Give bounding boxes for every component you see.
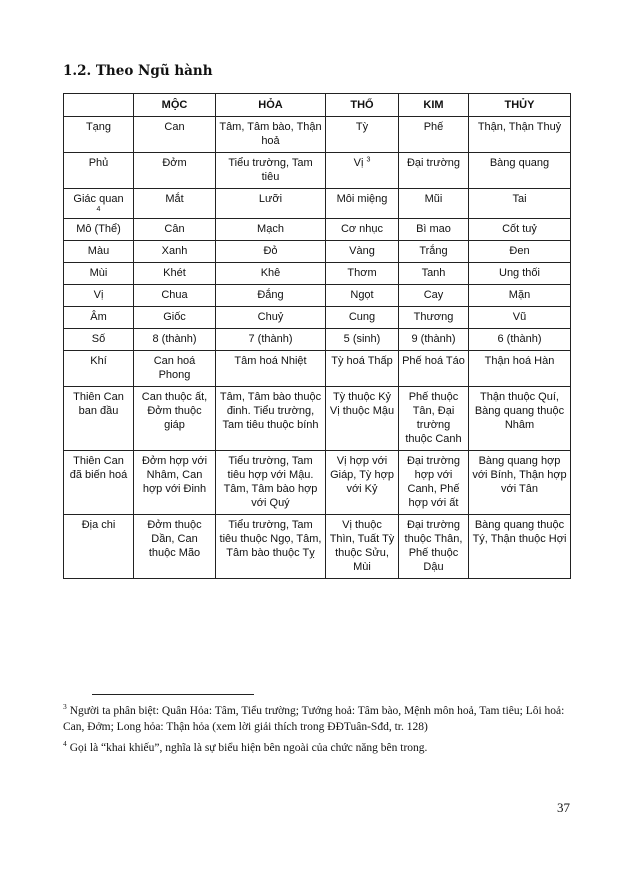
table-cell (326, 117, 399, 153)
cell-text: 5 (sinh) (343, 333, 381, 345)
cell-text: 6 (thành) (497, 333, 542, 345)
cell-text: Thơm (347, 267, 377, 279)
table-row (64, 329, 571, 351)
cell-text: Đởm thuộc Dần, Can thuộc Mão (147, 519, 202, 559)
cell-text: Tỳ (355, 121, 369, 133)
row-label-cell (64, 387, 134, 451)
table-row (64, 351, 571, 387)
table-cell (469, 189, 571, 219)
cell-text: Can hoá Phong (153, 355, 196, 381)
table-cell (216, 351, 326, 387)
cell-text: Lưỡi (258, 193, 283, 205)
footnote-divider (92, 694, 254, 695)
table-cell (326, 219, 399, 241)
cell-text: Phế (423, 121, 444, 133)
table-cell (216, 117, 326, 153)
cell-text: Chua (161, 289, 188, 301)
table-cell (216, 189, 326, 219)
table-cell (399, 153, 469, 189)
table-cell (326, 515, 399, 579)
table-cell (216, 307, 326, 329)
table-header-row (64, 94, 571, 117)
table-cell (326, 241, 399, 263)
table-cell (399, 241, 469, 263)
table-cell (134, 219, 216, 241)
row-label-cell (64, 189, 134, 219)
row-label: Mùi (89, 267, 108, 279)
table-cell (134, 515, 216, 579)
row-label: Thiên Can đã biến hoá (69, 455, 128, 481)
cell-text: Can thuộc ất, Đởm thuộc giáp (141, 391, 208, 431)
table-cell (326, 263, 399, 285)
table-cell (399, 351, 469, 387)
footnote-text: Gọi là “khai khiếu”, nghĩa là sự biểu hiện bên ngoài của chức năng bên trong. (69, 742, 428, 754)
table-cell (134, 307, 216, 329)
table-row (64, 219, 571, 241)
cell-text: Đại trường hợp với Canh, Phế hợp với ất (406, 455, 461, 509)
table-cell (469, 387, 571, 451)
table-cell (216, 219, 326, 241)
table-cell (399, 387, 469, 451)
cell-text: 7 (thành) (248, 333, 293, 345)
table-cell (399, 263, 469, 285)
cell-text: Chuỷ (257, 311, 284, 323)
row-label: Âm (90, 311, 107, 323)
table-row (64, 263, 571, 285)
table-cell (399, 329, 469, 351)
row-label-cell (64, 117, 134, 153)
row-label: Khí (90, 355, 107, 367)
table-cell (216, 451, 326, 515)
column-header: KIM (399, 94, 469, 117)
table-cell (469, 263, 571, 285)
footnote-text: Người ta phân biệt: Quân Hỏa: Tâm, Tiểu trường; Tướng hoả: Tâm bào, Mệnh môn hoả, Tam tiêu; Lôi hoả: Can, Đởm; Long hỏa: Thận hỏa (xem lời giải thích trong ĐĐTuân-Sđd, tr. 128) (63, 705, 565, 733)
page-number: 37 (557, 800, 570, 815)
cell-text: Vị hợp với Giáp, Tỳ hợp với Kỷ (330, 455, 394, 495)
row-label: Mô (Thể) (76, 223, 121, 235)
cell-text: Phế thuộc Tân, Đại trường thuộc Canh (405, 391, 462, 445)
cell-text: Cốt tuỷ (502, 223, 537, 235)
column-header: MỘC (134, 94, 216, 117)
cell-text: Tiểu trường, Tam tiêu thuộc Ngọ, Tâm, Tâm bào thuộc Tỵ (219, 519, 322, 559)
cell-text: Tanh (421, 267, 446, 279)
section-heading: 1.2. Theo Ngũ hành (63, 63, 213, 79)
cell-text: Thận hoá Hàn (484, 355, 555, 367)
cell-text: Khét (163, 267, 186, 279)
row-label-cell (64, 285, 134, 307)
table-cell (326, 351, 399, 387)
footnote (63, 703, 570, 735)
cell-text: Cay (423, 289, 444, 301)
cell-text: Tiểu trường, Tam tiêu (228, 157, 313, 183)
row-label-cell (64, 451, 134, 515)
cell-text: Tâm hoá Nhiệt (234, 355, 307, 367)
table-cell (399, 285, 469, 307)
table-body (64, 117, 571, 579)
table-cell (469, 285, 571, 307)
cell-text: Vị thuộc Thìn, Tuất Tỳ thuộc Sửu, Mùi (329, 519, 395, 573)
cell-text: Giốc (163, 311, 186, 323)
table-cell (216, 241, 326, 263)
cell-text: Can (164, 121, 185, 133)
cell-text: Đại trường thuộc Thân, Phế thuộc Dậu (404, 519, 463, 573)
table-cell (134, 153, 216, 189)
cell-text: Tiểu trường, Tam tiêu hợp với Mậu. Tâm, Tâm bào hợp với Quý (223, 455, 318, 509)
cell-text: Đen (509, 245, 530, 257)
cell-text: Đắng (257, 289, 284, 301)
table-cell (134, 387, 216, 451)
cell-text: Vũ (512, 311, 527, 323)
cell-text: Vị (353, 157, 364, 169)
row-label: Thiên Can ban đầu (73, 391, 124, 417)
cell-text: Tỳ thuộc Kỷ Vị thuộc Mậu (329, 391, 395, 417)
table-cell (399, 189, 469, 219)
table-cell (134, 263, 216, 285)
cell-text: Đại trường (406, 157, 461, 169)
table-cell (399, 515, 469, 579)
column-header (64, 94, 134, 117)
row-label: Số (91, 333, 106, 345)
table-row (64, 189, 571, 219)
five-elements-table (63, 93, 571, 579)
table-row (64, 285, 571, 307)
table-cell (216, 153, 326, 189)
table-cell (326, 307, 399, 329)
cell-text: Trắng (419, 245, 448, 257)
table-row (64, 307, 571, 329)
table-cell (134, 329, 216, 351)
row-label-cell (64, 219, 134, 241)
table-cell (469, 219, 571, 241)
cell-text: Môi miệng (336, 193, 388, 205)
table-cell (216, 263, 326, 285)
cell-text: Mạch (257, 223, 284, 235)
footnote-ref: 3 (366, 156, 371, 164)
table-cell (216, 515, 326, 579)
row-label-cell (64, 263, 134, 285)
column-header: HỎA (216, 94, 326, 117)
table-cell (399, 307, 469, 329)
cell-text: Ung thối (499, 267, 540, 279)
cell-text: Đởm (162, 157, 187, 169)
cell-text: Cơ nhục (340, 223, 384, 235)
cell-text: Mặn (508, 289, 531, 301)
table-cell (326, 387, 399, 451)
footnote (63, 740, 570, 756)
row-label-cell (64, 241, 134, 263)
table-row (64, 515, 571, 579)
cell-text: Tỳ hoá Thấp (331, 355, 393, 367)
cell-text: Thận, Thận Thuỷ (477, 121, 562, 133)
cell-text: Thương (413, 311, 454, 323)
row-label-cell (64, 153, 134, 189)
cell-text: Phế hoá Táo (402, 355, 465, 367)
cell-text: Tâm, Tâm bào, Thận hoả (219, 121, 322, 147)
cell-text: Bàng quang (489, 157, 550, 169)
row-label: Vị (93, 289, 104, 301)
row-label-cell (64, 351, 134, 387)
table-cell (326, 189, 399, 219)
cell-text: 8 (thành) (152, 333, 197, 345)
row-label: Phủ (88, 157, 109, 169)
footnote-mark: 3 (63, 702, 67, 712)
cell-text: 9 (thành) (411, 333, 456, 345)
column-header: THỦY (469, 94, 571, 117)
cell-text: Đởm hợp với Nhâm, Can hợp với Đinh (141, 455, 208, 495)
table-cell (469, 241, 571, 263)
table-cell (326, 285, 399, 307)
row-label-cell (64, 515, 134, 579)
cell-text: Khê (260, 267, 281, 279)
table-cell (216, 387, 326, 451)
footnote-ref: 4 (96, 206, 101, 213)
table-row (64, 451, 571, 515)
table-cell (134, 117, 216, 153)
column-header: THỔ (326, 94, 399, 117)
table-cell (399, 451, 469, 515)
footnotes (63, 703, 570, 761)
table-cell (134, 351, 216, 387)
cell-text: Tai (512, 193, 527, 205)
table-row (64, 153, 571, 189)
cell-text: Ngọt (350, 289, 374, 301)
cell-text: Vàng (349, 245, 375, 257)
table-cell (326, 329, 399, 351)
table-cell (216, 285, 326, 307)
table-cell (399, 219, 469, 241)
cell-text: Cung (348, 311, 376, 323)
table-row (64, 241, 571, 263)
table-cell (469, 515, 571, 579)
table-cell (326, 153, 399, 189)
table-cell (469, 351, 571, 387)
cell-text: Mũi (424, 193, 443, 205)
cell-text: Bàng quang hợp với Bính, Thận hợp với Tân (472, 455, 567, 495)
table-row (64, 117, 571, 153)
table-row (64, 387, 571, 451)
table-cell (469, 307, 571, 329)
footnote-mark: 4 (63, 739, 67, 749)
row-label: Tạng (85, 121, 112, 133)
table-cell (469, 153, 571, 189)
table-cell (134, 189, 216, 219)
cell-text: Bàng quang thuộc Tý, Thận thuộc Hợi (472, 519, 567, 545)
row-label: Địa chi (81, 519, 116, 531)
row-label: Màu (87, 245, 110, 257)
cell-text: Đỏ (263, 245, 278, 257)
row-label-cell (64, 307, 134, 329)
table-cell (469, 451, 571, 515)
table-cell (216, 329, 326, 351)
cell-text: Thận thuộc Quí, Bàng quang thuộc Nhâm (474, 391, 565, 431)
cell-text: Tâm, Tâm bào thuộc đinh. Tiểu trường, Tam tiêu thuộc bính (219, 391, 322, 431)
row-label: Giác quan (73, 193, 124, 205)
table-cell (399, 117, 469, 153)
cell-text: Xanh (161, 245, 188, 257)
cell-text: Cân (164, 223, 185, 235)
table-cell (134, 451, 216, 515)
row-label-cell (64, 329, 134, 351)
table-cell (134, 241, 216, 263)
table-cell (326, 451, 399, 515)
cell-text: Mắt (165, 193, 184, 205)
table-cell (134, 285, 216, 307)
table-cell (469, 329, 571, 351)
table-cell (469, 117, 571, 153)
cell-text: Bì mao (416, 223, 451, 235)
